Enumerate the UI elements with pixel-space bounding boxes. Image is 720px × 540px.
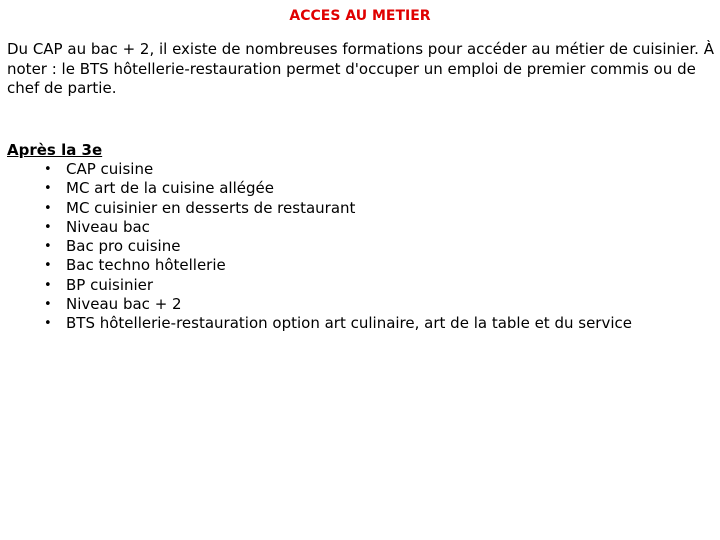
- intro-paragraph: Du CAP au bac + 2, il existe de nombreuses formations pour accéder au métier de cuisinier. À noter : le BTS hôtellerie-restauration permet d'occuper un emploi de premier commis ou de chef de partie.: [7, 40, 714, 97]
- list-item-label: Bac techno hôtellerie: [66, 256, 226, 275]
- list-item: [0, 256, 632, 275]
- list-item-label: BTS hôtellerie-restauration option art culinaire, art de la table et du service: [66, 314, 632, 333]
- training-list: [0, 160, 632, 334]
- bullet-icon: •: [44, 316, 52, 332]
- list-item: [0, 276, 632, 295]
- list-item-label: CAP cuisine: [66, 160, 154, 178]
- list-item-label: Bac pro cuisine: [66, 237, 181, 256]
- list-item: [0, 237, 632, 256]
- list-item-label: MC cuisinier en desserts de restaurant: [66, 198, 356, 217]
- list-item: [0, 218, 632, 237]
- list-item-label: MC art de la cuisine allégée: [66, 179, 274, 198]
- list-item-label: Niveau bac + 2: [66, 295, 182, 314]
- bullet-icon: •: [44, 258, 52, 274]
- bullet-icon: •: [44, 277, 52, 293]
- list-item: [0, 295, 632, 314]
- bullet-icon: •: [44, 297, 52, 313]
- list-item-label: BP cuisinier: [66, 275, 154, 294]
- bullet-icon: •: [44, 239, 52, 255]
- bullet-icon: •: [44, 162, 52, 177]
- list-item: [0, 179, 632, 198]
- list-item: [0, 160, 632, 179]
- list-item: [0, 199, 632, 218]
- page-title: ACCES AU METIER: [289, 8, 431, 24]
- list-item-label: Niveau bac: [66, 217, 150, 236]
- bullet-icon: •: [44, 181, 52, 197]
- bullet-icon: •: [44, 219, 52, 235]
- list-item: [0, 314, 632, 333]
- bullet-icon: •: [44, 200, 52, 216]
- section-heading: Après la 3e: [7, 141, 103, 159]
